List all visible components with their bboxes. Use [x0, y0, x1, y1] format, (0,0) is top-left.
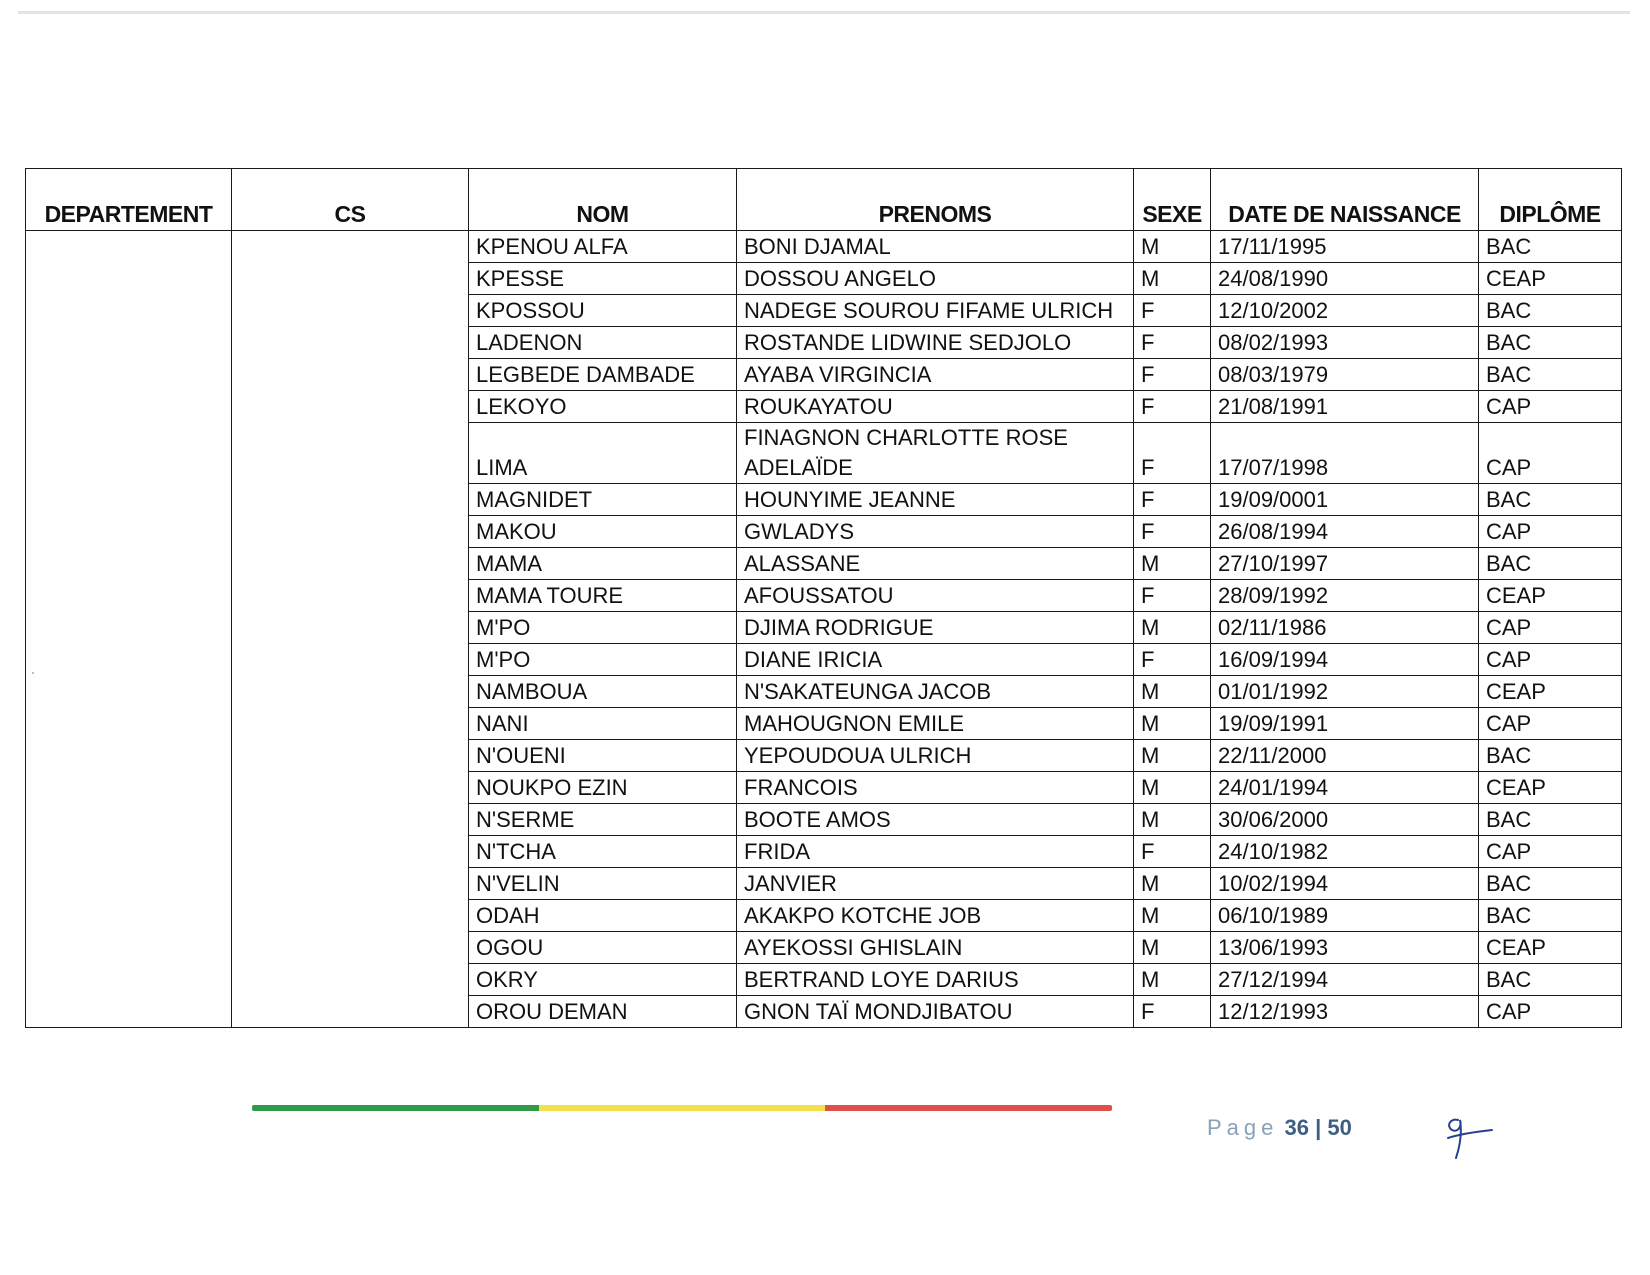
cell-prenoms: YEPOUDOUA ULRICH — [737, 740, 1134, 772]
signature-icon — [1440, 1112, 1500, 1169]
flag-green-segment — [252, 1105, 539, 1111]
cell-nom: KPESSE — [469, 263, 737, 295]
flag-yellow-segment — [539, 1105, 826, 1111]
cell-date-naissance: 27/10/1997 — [1211, 548, 1479, 580]
cell-nom: OROU DEMAN — [469, 996, 737, 1028]
cell-date-naissance: 12/12/1993 — [1211, 996, 1479, 1028]
cell-diplome: CAP — [1479, 516, 1622, 548]
table-row — [26, 231, 1622, 263]
cell-diplome: BAC — [1479, 359, 1622, 391]
cell-diplome: CAP — [1479, 708, 1622, 740]
cell-date-naissance: 24/10/1982 — [1211, 836, 1479, 868]
cell-diplome: BAC — [1479, 740, 1622, 772]
cell-diplome: CAP — [1479, 644, 1622, 676]
cell-diplome: BAC — [1479, 804, 1622, 836]
cell-diplome: CEAP — [1479, 676, 1622, 708]
cell-prenoms: NADEGE SOUROU FIFAME ULRICH — [737, 295, 1134, 327]
cell-prenoms: GNON TAÏ MONDJIBATOU — [737, 996, 1134, 1028]
cell-date-naissance: 17/11/1995 — [1211, 231, 1479, 263]
cell-date-naissance: 13/06/1993 — [1211, 932, 1479, 964]
header-cs: CS — [232, 169, 469, 231]
cell-nom: N'SERME — [469, 804, 737, 836]
cell-sexe: F — [1134, 996, 1211, 1028]
cell-prenoms: FINAGNON CHARLOTTE ROSE ADELAÏDE — [737, 423, 1134, 484]
cell-sexe: M — [1134, 263, 1211, 295]
cell-sexe: F — [1134, 580, 1211, 612]
cell-nom: LIMA — [469, 423, 737, 484]
cell-nom: MAMA — [469, 548, 737, 580]
cell-nom: ODAH — [469, 900, 737, 932]
cell-diplome: BAC — [1479, 484, 1622, 516]
cell-nom: N'VELIN — [469, 868, 737, 900]
header-prenoms: PRENOMS — [737, 169, 1134, 231]
cell-sexe: F — [1134, 295, 1211, 327]
header-row — [26, 169, 1622, 231]
cell-date-naissance: 08/02/1993 — [1211, 327, 1479, 359]
cell-nom: MAKOU — [469, 516, 737, 548]
cell-sexe: F — [1134, 359, 1211, 391]
cell-diplome: CAP — [1479, 423, 1622, 484]
cell-diplome: CEAP — [1479, 580, 1622, 612]
cell-nom: N'OUENI — [469, 740, 737, 772]
cell-diplome: BAC — [1479, 868, 1622, 900]
cell-sexe: F — [1134, 836, 1211, 868]
cell-prenoms: FRIDA — [737, 836, 1134, 868]
cell-prenoms: GWLADYS — [737, 516, 1134, 548]
cell-date-naissance: 12/10/2002 — [1211, 295, 1479, 327]
header-nom: NOM — [469, 169, 737, 231]
page-label: Page — [1207, 1115, 1279, 1140]
cell-sexe: M — [1134, 676, 1211, 708]
cell-sexe: M — [1134, 612, 1211, 644]
cell-date-naissance: 28/09/1992 — [1211, 580, 1479, 612]
cell-nom: LADENON — [469, 327, 737, 359]
header-departement: DEPARTEMENT — [26, 169, 232, 231]
cell-diplome: BAC — [1479, 327, 1622, 359]
cell-cs — [232, 231, 469, 1028]
cell-prenoms: BOOTE AMOS — [737, 804, 1134, 836]
cell-date-naissance: 08/03/1979 — [1211, 359, 1479, 391]
roster-table — [25, 168, 1622, 1028]
cell-sexe: M — [1134, 231, 1211, 263]
cell-diplome: CAP — [1479, 996, 1622, 1028]
cell-sexe: F — [1134, 644, 1211, 676]
flag-color-bar — [252, 1105, 1112, 1111]
cell-sexe: F — [1134, 391, 1211, 423]
cell-sexe: M — [1134, 868, 1211, 900]
cell-diplome: CEAP — [1479, 263, 1622, 295]
cell-sexe: M — [1134, 740, 1211, 772]
cell-sexe: M — [1134, 804, 1211, 836]
cell-nom: NANI — [469, 708, 737, 740]
cell-prenoms: DIANE IRICIA — [737, 644, 1134, 676]
cell-nom: KPENOU ALFA — [469, 231, 737, 263]
cell-date-naissance: 06/10/1989 — [1211, 900, 1479, 932]
cell-sexe: M — [1134, 708, 1211, 740]
cell-date-naissance: 26/08/1994 — [1211, 516, 1479, 548]
cell-diplome: CAP — [1479, 391, 1622, 423]
page-current: 36 — [1284, 1115, 1309, 1140]
cell-nom: N'TCHA — [469, 836, 737, 868]
cell-nom: KPOSSOU — [469, 295, 737, 327]
cell-nom: LEGBEDE DAMBADE — [469, 359, 737, 391]
cell-prenoms: DOSSOU ANGELO — [737, 263, 1134, 295]
cell-prenoms: BERTRAND LOYE DARIUS — [737, 964, 1134, 996]
cell-sexe: M — [1134, 548, 1211, 580]
cell-sexe: F — [1134, 516, 1211, 548]
cell-date-naissance: 17/07/1998 — [1211, 423, 1479, 484]
cell-date-naissance: 19/09/0001 — [1211, 484, 1479, 516]
cell-diplome: CEAP — [1479, 932, 1622, 964]
cell-prenoms: FRANCOIS — [737, 772, 1134, 804]
cell-prenoms: ALASSANE — [737, 548, 1134, 580]
cell-nom: OGOU — [469, 932, 737, 964]
cell-date-naissance: 24/01/1994 — [1211, 772, 1479, 804]
cell-sexe: F — [1134, 484, 1211, 516]
cell-sexe: M — [1134, 932, 1211, 964]
cell-date-naissance: 27/12/1994 — [1211, 964, 1479, 996]
cell-nom: MAGNIDET — [469, 484, 737, 516]
cell-date-naissance: 01/01/1992 — [1211, 676, 1479, 708]
cell-sexe: F — [1134, 423, 1211, 484]
cell-nom: NAMBOUA — [469, 676, 737, 708]
cell-prenoms: AKAKPO KOTCHE JOB — [737, 900, 1134, 932]
cell-diplome: BAC — [1479, 548, 1622, 580]
page-number — [1207, 1115, 1352, 1141]
cell-nom: LEKOYO — [469, 391, 737, 423]
flag-red-segment — [825, 1105, 1112, 1111]
cell-diplome: BAC — [1479, 295, 1622, 327]
top-scan-line — [18, 11, 1630, 14]
cell-date-naissance: 22/11/2000 — [1211, 740, 1479, 772]
header-date-naissance: DATE DE NAISSANCE — [1211, 169, 1479, 231]
cell-prenoms: DJIMA RODRIGUE — [737, 612, 1134, 644]
cell-date-naissance: 10/02/1994 — [1211, 868, 1479, 900]
cell-nom: NOUKPO EZIN — [469, 772, 737, 804]
cell-date-naissance: 02/11/1986 — [1211, 612, 1479, 644]
cell-prenoms: JANVIER — [737, 868, 1134, 900]
cell-date-naissance: 30/06/2000 — [1211, 804, 1479, 836]
cell-nom: M'PO — [469, 644, 737, 676]
cell-diplome: CEAP — [1479, 772, 1622, 804]
cell-prenoms: HOUNYIME JEANNE — [737, 484, 1134, 516]
cell-sexe: F — [1134, 327, 1211, 359]
header-sexe: SEXE — [1134, 169, 1211, 231]
cell-nom: OKRY — [469, 964, 737, 996]
cell-departement — [26, 231, 232, 1028]
cell-date-naissance: 24/08/1990 — [1211, 263, 1479, 295]
cell-diplome: CAP — [1479, 612, 1622, 644]
cell-prenoms: AYEKOSSI GHISLAIN — [737, 932, 1134, 964]
cell-prenoms: N'SAKATEUNGA JACOB — [737, 676, 1134, 708]
page-separator: | — [1315, 1115, 1322, 1140]
cell-prenoms: BONI DJAMAL — [737, 231, 1134, 263]
cell-prenoms: MAHOUGNON EMILE — [737, 708, 1134, 740]
cell-date-naissance: 21/08/1991 — [1211, 391, 1479, 423]
cell-sexe: M — [1134, 964, 1211, 996]
cell-prenoms: ROSTANDE LIDWINE SEDJOLO — [737, 327, 1134, 359]
cell-prenoms: ROUKAYATOU — [737, 391, 1134, 423]
cell-sexe: M — [1134, 772, 1211, 804]
cell-diplome: BAC — [1479, 964, 1622, 996]
cell-prenoms: AYABA VIRGINCIA — [737, 359, 1134, 391]
header-diplome: DIPLÔME — [1479, 169, 1622, 231]
cell-prenoms: AFOUSSATOU — [737, 580, 1134, 612]
cell-date-naissance: 16/09/1994 — [1211, 644, 1479, 676]
cell-nom: MAMA TOURE — [469, 580, 737, 612]
cell-nom: M'PO — [469, 612, 737, 644]
page-total: 50 — [1327, 1115, 1352, 1140]
cell-sexe: M — [1134, 900, 1211, 932]
cell-diplome: BAC — [1479, 231, 1622, 263]
roster-body — [26, 231, 1622, 1028]
cell-date-naissance: 19/09/1991 — [1211, 708, 1479, 740]
cell-diplome: CAP — [1479, 836, 1622, 868]
cell-diplome: BAC — [1479, 900, 1622, 932]
